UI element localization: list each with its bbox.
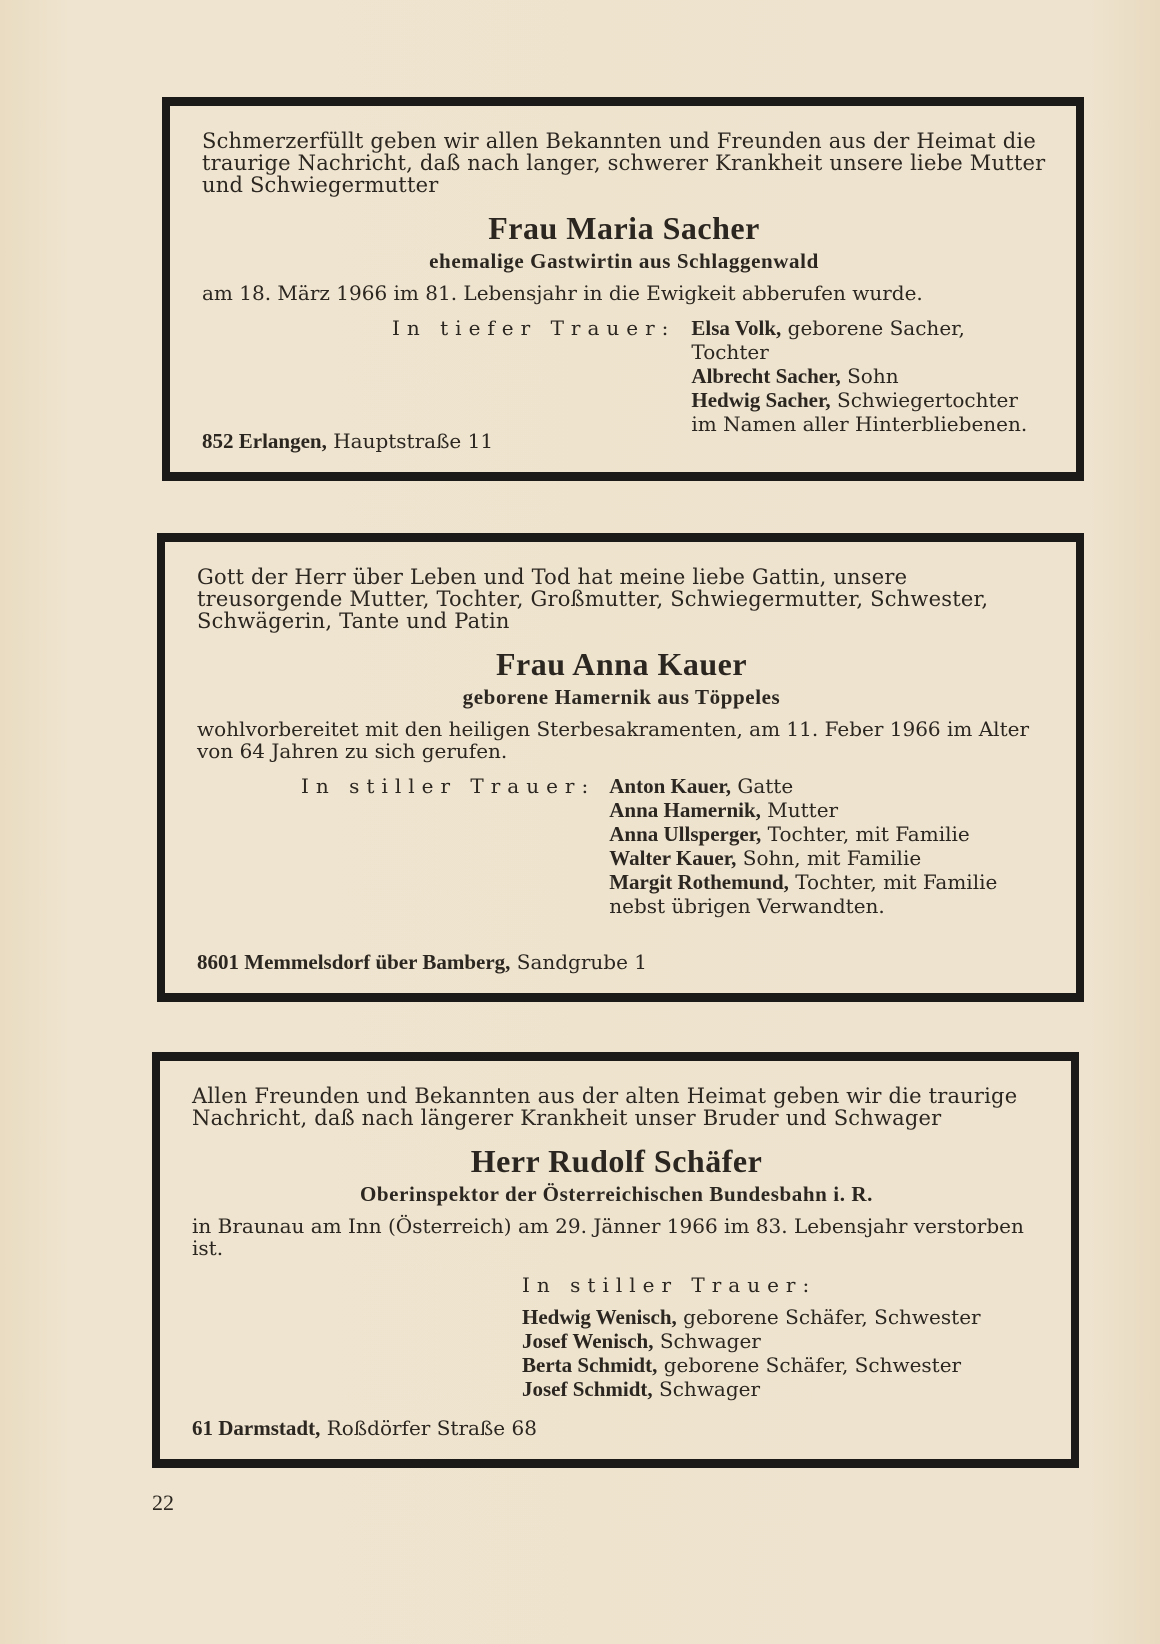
- mourner-name: Walter Kauer,: [609, 846, 737, 870]
- mourner-detail: geborene Schäfer, Schwester: [663, 1353, 962, 1377]
- mourner-line: [609, 774, 997, 798]
- address-street: Sandgrube 1: [516, 950, 648, 974]
- deceased-name: Herr Rudolf Schäfer: [470, 1143, 763, 1179]
- mourner-detail: Tochter, mit Familie: [795, 870, 998, 894]
- mourner-detail: Schwiegertochter: [837, 388, 1018, 412]
- notice-intro: Gott der Herr über Leben und Tod hat meine liebe Gattin, unsere treusorgende Mutter, Tochter, Großmutter, Schwiegermutter, Schwester, Schwägerin, Tante und Patin: [197, 565, 989, 633]
- mourner-line: [609, 870, 997, 894]
- deceased-subtitle: ehemalige Gastwirtin aus Schlaggenwald: [429, 249, 819, 273]
- mourners-block: [197, 774, 1046, 918]
- mourner-name: Elsa Volk,: [691, 316, 782, 340]
- page-number: 22: [152, 1490, 174, 1515]
- notice-outro: am 18. März 1966 im 81. Lebensjahr in die Ewigkeit abberufen wurde.: [202, 281, 923, 305]
- mourner-line: [691, 364, 1046, 388]
- notice-address: [202, 429, 493, 454]
- address-city: 8601 Memmelsdorf über Bamberg,: [197, 950, 511, 974]
- notice-address: [197, 950, 647, 975]
- mourner-detail: im Namen aller Hinterbliebenen.: [691, 412, 1028, 436]
- mourner-detail: nebst übrigen Verwandten.: [609, 894, 885, 918]
- mourner-line: [609, 846, 997, 870]
- mourner-name: Anna Ullsperger,: [609, 822, 762, 846]
- obituary-notice-schaefer: [152, 1052, 1079, 1468]
- notice-intro: Allen Freunden und Bekannten aus der alten Heimat geben wir die traurige Nachricht, daß nach längerer Krankheit unser Bruder und Schwager: [192, 1084, 1018, 1130]
- mourner-name: Margit Rothemund,: [609, 870, 789, 894]
- mourner-detail: geborene Schäfer, Schwester: [683, 1305, 981, 1329]
- address-street: Roßdörfer Straße 68: [326, 1416, 537, 1440]
- mourner-line: [522, 1329, 1041, 1353]
- notice-intro: Schmerzerfüllt geben wir allen Bekannten und Freunden aus der Heimat die traurige Nachricht, daß nach langer, schwerer Krankheit unsere liebe Mutter und Schwiegermutter: [202, 129, 1046, 197]
- mourner-name: Hedwig Wenisch,: [522, 1305, 677, 1329]
- mourners-list: [609, 774, 997, 918]
- mourner-detail: Schwager: [659, 1377, 761, 1401]
- mourner-line: [609, 798, 997, 822]
- mourner-line: [522, 1377, 1041, 1401]
- mourner-line: [609, 822, 997, 846]
- notice-outro: wohlvorbereitet mit den heiligen Sterbesakramenten, am 11. Feber 1966 im Alter von 64 Jahren zu sich gerufen.: [197, 717, 1030, 763]
- notice-outro: in Braunau am Inn (Österreich) am 29. Jänner 1966 im 83. Lebensjahr verstorben ist.: [192, 1214, 1024, 1260]
- deceased-subtitle: geborene Hamernik aus Töppeles: [462, 685, 781, 709]
- mourners-block: [192, 1273, 1041, 1401]
- mourners-list: [522, 1305, 1041, 1401]
- mourner-name: Albrecht Sacher,: [691, 364, 841, 388]
- mourner-detail: geborene Sacher, Tochter: [691, 316, 965, 364]
- mourner-name: Berta Schmidt,: [522, 1353, 658, 1377]
- deceased-name: Frau Anna Kauer: [495, 646, 748, 682]
- mourning-label: In stiller Trauer:: [301, 774, 596, 798]
- mourner-line: [522, 1305, 1041, 1329]
- deceased-name: Frau Maria Sacher: [488, 210, 760, 246]
- mourner-detail: Sohn: [847, 364, 899, 388]
- mourner-detail: Schwager: [659, 1329, 761, 1353]
- notice-address: [192, 1416, 537, 1441]
- mourner-detail: Tochter, mit Familie: [767, 822, 970, 846]
- address-city: 61 Darmstadt,: [192, 1416, 321, 1440]
- address-street: Hauptstraße 11: [333, 429, 494, 453]
- mourner-line: [691, 412, 1046, 436]
- mourner-name: Josef Wenisch,: [522, 1329, 654, 1353]
- mourning-label: In tiefer Trauer:: [392, 316, 676, 340]
- mourner-line: [522, 1353, 1041, 1377]
- mourner-name: Anna Hamernik,: [609, 798, 761, 822]
- mourner-detail: Sohn, mit Familie: [742, 846, 922, 870]
- mourner-name: Josef Schmidt,: [522, 1377, 653, 1401]
- obituary-notice-kauer: [157, 533, 1084, 1002]
- mourning-label: In stiller Trauer:: [522, 1273, 817, 1297]
- mourner-detail: Gatte: [737, 774, 794, 798]
- obituary-notice-sacher: [162, 97, 1084, 481]
- mourner-detail: Mutter: [767, 798, 839, 822]
- mourner-line: [691, 316, 1046, 364]
- address-city: 852 Erlangen,: [202, 429, 327, 453]
- mourner-line: [609, 894, 997, 918]
- mourner-name: Hedwig Sacher,: [691, 388, 831, 412]
- mourner-name: Anton Kauer,: [609, 774, 731, 798]
- mourners-block: [202, 316, 1046, 436]
- deceased-subtitle: Oberinspektor der Österreichischen Bundesbahn i. R.: [359, 1182, 874, 1206]
- mourner-line: [691, 388, 1046, 412]
- mourners-list: [691, 316, 1046, 436]
